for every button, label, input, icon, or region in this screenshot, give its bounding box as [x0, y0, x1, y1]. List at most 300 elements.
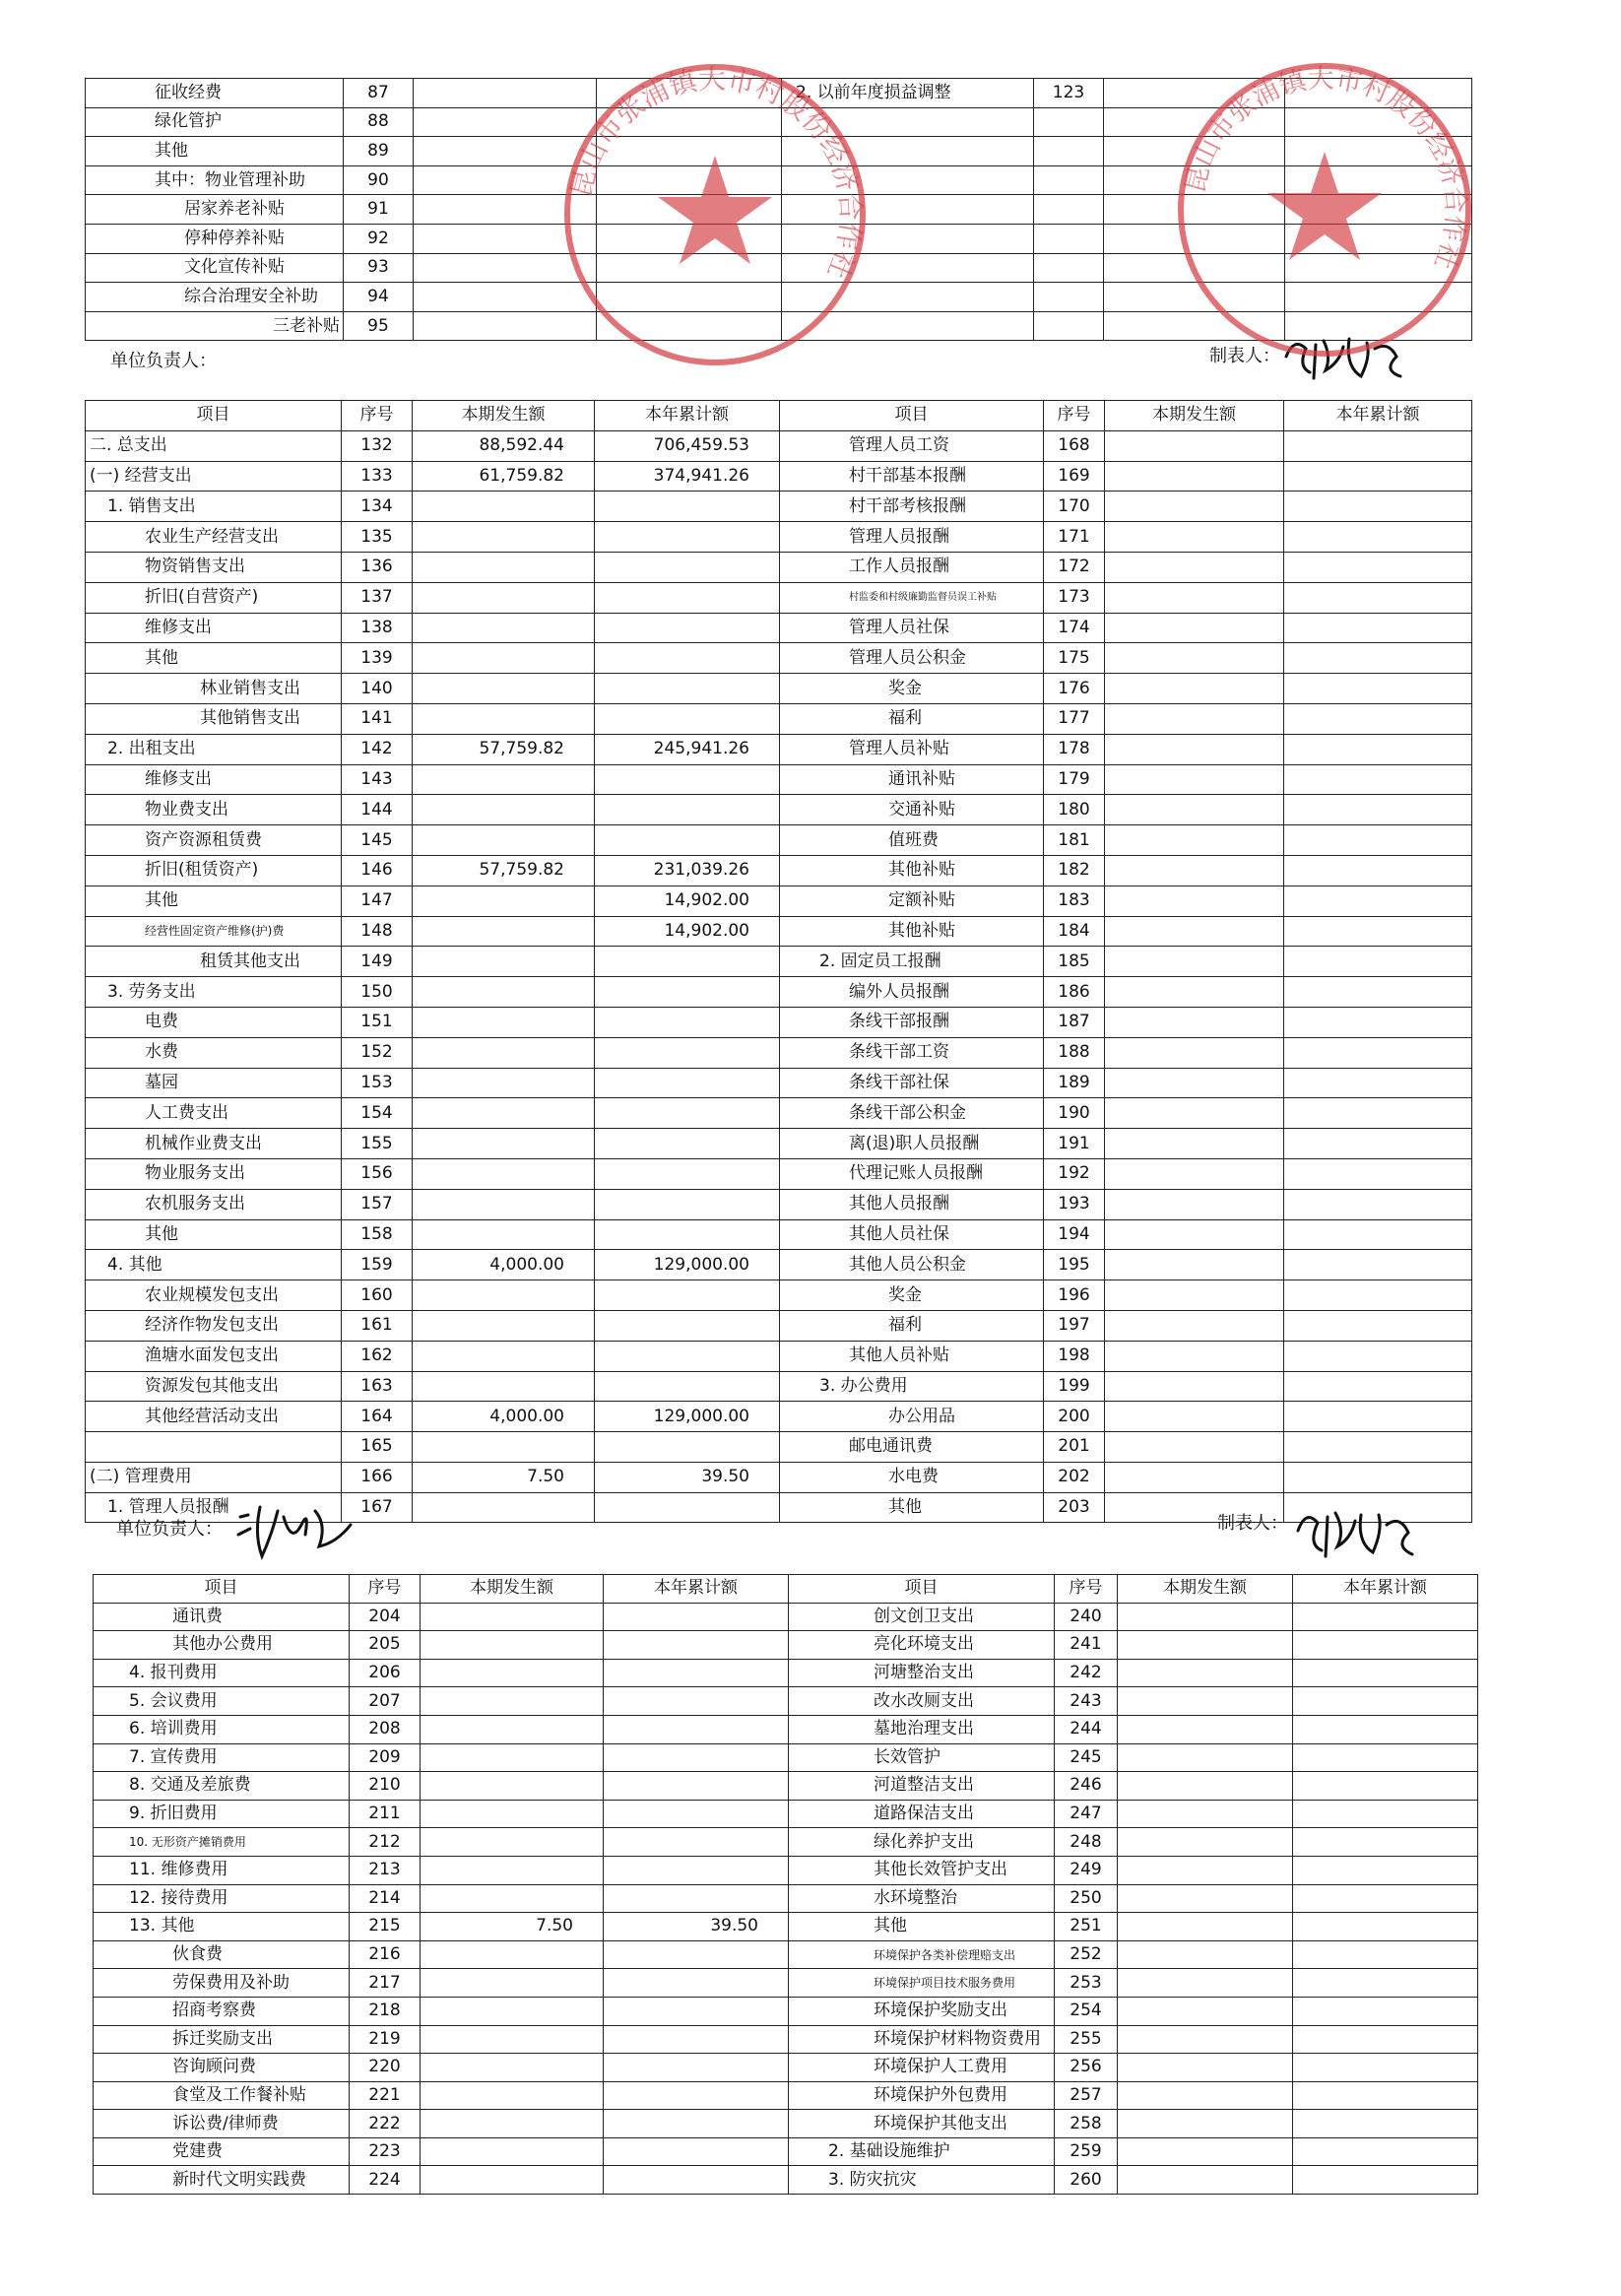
table-row — [86, 1341, 1472, 1371]
row-current-right — [1105, 1280, 1284, 1311]
row-cumulative: 39.50 — [604, 1913, 789, 1941]
table-row — [94, 1940, 1478, 1969]
row-current — [421, 1884, 604, 1913]
row-item-label-right: 管理人员社保 — [780, 613, 1044, 643]
row-cumulative-right — [1285, 224, 1472, 253]
row-item-label-right: 道路保洁支出 — [789, 1800, 1055, 1828]
row-cumulative — [604, 1856, 789, 1884]
row-cumulative-right — [1285, 79, 1472, 108]
row-cumulative — [595, 1098, 780, 1129]
row-seq: 89 — [344, 137, 414, 166]
row-current-right — [1118, 1884, 1293, 1913]
row-cumulative-right — [1285, 107, 1472, 137]
table-row — [86, 1462, 1472, 1492]
row-item-label: 绿化管护 — [86, 107, 344, 137]
row-current-right — [1104, 195, 1285, 225]
row-cumulative — [595, 1310, 780, 1341]
row-current — [421, 2054, 604, 2082]
table-row — [86, 1310, 1472, 1341]
row-cumulative-right — [1293, 1659, 1478, 1687]
row-current — [421, 2110, 604, 2138]
row-current — [413, 1037, 595, 1068]
row-current — [413, 916, 595, 947]
col-header-current: 本期发生额 — [413, 401, 595, 431]
row-cumulative — [604, 1603, 789, 1631]
row-cumulative-right — [1293, 2110, 1478, 2138]
row-seq-right: 193 — [1044, 1189, 1105, 1219]
row-item-label-right — [782, 107, 1034, 137]
row-item-label-right: 条线干部工资 — [780, 1037, 1044, 1068]
col-header-current: 本期发生额 — [421, 1575, 604, 1604]
row-current — [421, 1715, 604, 1743]
row-item-label: 1. 销售支出 — [86, 492, 342, 522]
row-cumulative-right — [1284, 643, 1472, 674]
row-item-label: 电费 — [86, 1007, 342, 1037]
table-row — [94, 1687, 1478, 1716]
row-cumulative-right — [1284, 1189, 1472, 1219]
row-cumulative — [595, 1129, 780, 1159]
row-item-label-right: 管理人员报酬 — [780, 522, 1044, 553]
row-current-right — [1118, 1603, 1293, 1631]
row-seq: 91 — [344, 195, 414, 225]
row-cumulative: 245,941.26 — [595, 734, 780, 764]
row-current — [413, 613, 595, 643]
col-header-cumulative: 本年累计额 — [604, 1575, 789, 1604]
table-row — [86, 1158, 1472, 1189]
row-current-right — [1104, 137, 1285, 166]
row-seq-right: 179 — [1044, 764, 1105, 795]
col-header-cumulative: 本年累计额 — [1293, 1575, 1478, 1604]
row-seq-right: 173 — [1044, 582, 1105, 613]
row-item-label: 7. 宣传费用 — [94, 1743, 350, 1772]
row-item-label: 其他办公费用 — [94, 1631, 350, 1660]
table-row — [94, 1772, 1478, 1801]
row-seq: 140 — [342, 674, 413, 704]
row-current — [413, 643, 595, 674]
row-seq-right: 253 — [1055, 1969, 1118, 1998]
row-seq: 138 — [342, 613, 413, 643]
row-seq: 217 — [350, 1969, 421, 1998]
row-item-label: 2. 出租支出 — [86, 734, 342, 764]
row-cumulative-right — [1284, 764, 1472, 795]
row-item-label: 租赁其他支出 — [86, 947, 342, 977]
row-seq: 145 — [342, 825, 413, 856]
row-item-label-right: 村干部基本报酬 — [780, 461, 1044, 492]
row-cumulative: 39.50 — [595, 1462, 780, 1492]
table-row — [86, 1189, 1472, 1219]
row-item-label-right: 通讯补贴 — [780, 764, 1044, 795]
table-row — [94, 2054, 1478, 2082]
table-row — [94, 1828, 1478, 1857]
row-seq-right: 240 — [1055, 1603, 1118, 1631]
row-seq: 211 — [350, 1800, 421, 1828]
row-seq: 87 — [344, 79, 414, 108]
row-item-label-right: 绿化养护支出 — [789, 1828, 1055, 1857]
col-header-seq: 序号 — [1044, 401, 1105, 431]
table-row — [86, 674, 1472, 704]
row-item-label-right: 2. 基础设施维护 — [789, 2137, 1055, 2166]
row-current — [413, 1007, 595, 1037]
table-row — [86, 947, 1472, 977]
row-current — [421, 1772, 604, 1801]
row-cumulative — [595, 1432, 780, 1463]
row-item-label: 13. 其他 — [94, 1913, 350, 1941]
row-item-label-right: 代理记账人员报酬 — [780, 1158, 1044, 1189]
row-cumulative — [595, 947, 780, 977]
row-cumulative — [595, 1371, 780, 1402]
row-current-right — [1118, 2081, 1293, 2110]
row-item-label-right: 其他长效管护支出 — [789, 1856, 1055, 1884]
table-row — [86, 311, 1472, 341]
row-item-label-right — [782, 253, 1034, 283]
table-row — [94, 1800, 1478, 1828]
row-current-right — [1118, 1715, 1293, 1743]
table-row — [94, 1659, 1478, 1687]
row-item-label-right: 创文创卫支出 — [789, 1603, 1055, 1631]
table-row — [86, 1037, 1472, 1068]
row-cumulative — [604, 1743, 789, 1772]
row-current-right — [1118, 1940, 1293, 1969]
col-header-seq: 序号 — [342, 401, 413, 431]
row-item-label: 其他 — [86, 643, 342, 674]
row-seq: 133 — [342, 461, 413, 492]
row-seq: 219 — [350, 2025, 421, 2054]
row-current — [414, 311, 597, 341]
row-item-label-right: 环境保护其他支出 — [789, 2110, 1055, 2138]
row-item-label-right: 其他人员报酬 — [780, 1189, 1044, 1219]
row-seq: 206 — [350, 1659, 421, 1687]
row-seq-right: 180 — [1044, 795, 1105, 825]
row-seq: 209 — [350, 1743, 421, 1772]
row-current-right — [1104, 253, 1285, 283]
row-item-label-right: 3. 防灾抗灾 — [789, 2166, 1055, 2195]
row-cumulative-right — [1293, 1884, 1478, 1913]
row-current — [421, 1603, 604, 1631]
col-header-item: 项目 — [86, 401, 342, 431]
row-current-right — [1118, 1997, 1293, 2025]
section1-unit-head-label: 单位负责人： — [110, 351, 217, 371]
row-item-label: 停种停养补贴 — [86, 224, 344, 253]
row-item-label-right: 水环境整治 — [789, 1884, 1055, 1913]
row-seq: 221 — [350, 2081, 421, 2110]
row-current-right — [1105, 947, 1284, 977]
row-current-right — [1104, 107, 1285, 137]
row-current — [413, 1098, 595, 1129]
row-seq: 135 — [342, 522, 413, 553]
row-cumulative-right — [1284, 613, 1472, 643]
row-seq: 213 — [350, 1856, 421, 1884]
row-current-right — [1104, 283, 1285, 312]
row-item-label-right: 村干部考核报酬 — [780, 492, 1044, 522]
row-item-label-right: 办公用品 — [780, 1402, 1044, 1432]
table-row — [86, 916, 1472, 947]
row-seq-right: 254 — [1055, 1997, 1118, 2025]
row-item-label: 资产资源租赁费 — [86, 825, 342, 856]
row-current — [421, 2081, 604, 2110]
row-cumulative: 129,000.00 — [595, 1402, 780, 1432]
row-cumulative-right — [1284, 461, 1472, 492]
row-cumulative — [604, 1969, 789, 1998]
row-current — [414, 224, 597, 253]
row-cumulative — [604, 1631, 789, 1660]
row-seq-right: 247 — [1055, 1800, 1118, 1828]
row-seq: 94 — [344, 283, 414, 312]
row-seq-right: 192 — [1044, 1158, 1105, 1189]
row-seq: 143 — [342, 764, 413, 795]
row-item-label: 其他销售支出 — [86, 703, 342, 734]
row-current-right — [1105, 643, 1284, 674]
row-seq: 222 — [350, 2110, 421, 2138]
row-seq: 88 — [344, 107, 414, 137]
row-current-right — [1105, 1371, 1284, 1402]
col-header-item: 项目 — [789, 1575, 1055, 1604]
row-seq-right: 185 — [1044, 947, 1105, 977]
row-seq-right — [1034, 253, 1104, 283]
table-row — [94, 1603, 1478, 1631]
row-cumulative-right — [1293, 1772, 1478, 1801]
row-current-right — [1104, 165, 1285, 195]
row-cumulative: 706,459.53 — [595, 430, 780, 461]
row-item-label: 文化宣传补贴 — [86, 253, 344, 283]
col-header-seq: 序号 — [350, 1575, 421, 1604]
row-seq-right: 172 — [1044, 552, 1105, 582]
row-item-label: 物资销售支出 — [86, 552, 342, 582]
row-item-label-right: 福利 — [780, 703, 1044, 734]
row-seq-right — [1034, 107, 1104, 137]
row-current — [413, 886, 595, 916]
row-current-right — [1105, 795, 1284, 825]
row-cumulative — [604, 2054, 789, 2082]
row-item-label: 5. 会议费用 — [94, 1687, 350, 1716]
row-item-label: (二) 管理费用 — [86, 1462, 342, 1492]
row-item-label-right: 水电费 — [780, 1462, 1044, 1492]
row-cumulative — [597, 253, 782, 283]
row-item-label-right: 管理人员补贴 — [780, 734, 1044, 764]
table-row — [94, 2081, 1478, 2110]
row-cumulative — [595, 977, 780, 1008]
row-seq-right: 169 — [1044, 461, 1105, 492]
row-seq-right: 203 — [1044, 1492, 1105, 1523]
row-current-right — [1105, 522, 1284, 553]
row-seq-right: 260 — [1055, 2166, 1118, 2195]
row-current-right — [1105, 734, 1284, 764]
row-cumulative-right — [1293, 1997, 1478, 2025]
row-cumulative — [604, 1997, 789, 2025]
table-row — [94, 2137, 1478, 2166]
table-row — [86, 253, 1472, 283]
row-cumulative — [604, 1800, 789, 1828]
row-current: 7.50 — [421, 1913, 604, 1941]
table-row — [86, 643, 1472, 674]
table-row — [94, 2166, 1478, 2195]
row-seq: 141 — [342, 703, 413, 734]
row-cumulative — [604, 2025, 789, 2054]
row-item-label-right: 条线干部社保 — [780, 1068, 1044, 1098]
row-seq: 146 — [342, 855, 413, 886]
row-cumulative-right — [1284, 825, 1472, 856]
row-item-label-right: 3. 办公费用 — [780, 1371, 1044, 1402]
row-item-label-right: 环境保护材料物资费用 — [789, 2025, 1055, 2054]
row-current — [421, 1631, 604, 1660]
row-cumulative — [595, 764, 780, 795]
row-item-label-right — [782, 165, 1034, 195]
row-seq: 214 — [350, 1884, 421, 1913]
row-cumulative-right — [1284, 1037, 1472, 1068]
row-seq-right: 194 — [1044, 1219, 1105, 1250]
row-item-label — [86, 1432, 342, 1463]
row-item-label: 4. 其他 — [86, 1250, 342, 1280]
row-current-right — [1104, 79, 1285, 108]
row-item-label: 水费 — [86, 1037, 342, 1068]
table-row — [94, 1743, 1478, 1772]
row-cumulative-right — [1284, 1068, 1472, 1098]
row-seq: 216 — [350, 1940, 421, 1969]
row-seq: 158 — [342, 1219, 413, 1250]
row-cumulative-right — [1293, 2025, 1478, 2054]
row-cumulative — [595, 582, 780, 613]
row-current — [414, 283, 597, 312]
row-item-label: 其他 — [86, 137, 344, 166]
row-current — [413, 552, 595, 582]
row-current-right — [1105, 1310, 1284, 1341]
row-current: 57,759.82 — [413, 734, 595, 764]
row-cumulative-right — [1293, 1940, 1478, 1969]
row-current — [414, 253, 597, 283]
row-item-label: 招商考察费 — [94, 1997, 350, 2025]
row-item-label-right: 环境保护奖励支出 — [789, 1997, 1055, 2025]
row-seq-right: 255 — [1055, 2025, 1118, 2054]
table-row — [86, 1007, 1472, 1037]
row-item-label: 其他经营活动支出 — [86, 1402, 342, 1432]
row-seq: 220 — [350, 2054, 421, 2082]
row-seq-right — [1034, 165, 1104, 195]
row-current — [421, 1800, 604, 1828]
row-item-label-right: 环境保护各类补偿理赔支出 — [789, 1940, 1055, 1969]
table-row — [94, 1715, 1478, 1743]
table-row — [86, 552, 1472, 582]
row-seq-right: 178 — [1044, 734, 1105, 764]
preparer-signature-1 — [1280, 327, 1408, 388]
row-current — [421, 2025, 604, 2054]
row-seq: 205 — [350, 1631, 421, 1660]
row-cumulative — [595, 522, 780, 553]
row-item-label-right: 其他 — [780, 1492, 1044, 1523]
row-current — [421, 1969, 604, 1998]
row-seq-right: 175 — [1044, 643, 1105, 674]
svg-text:昆山市张浦镇大市村股份经济合作社: 昆山市张浦镇大市村股份经济合作社 — [1179, 63, 1471, 274]
row-item-label-right: 交通补贴 — [780, 795, 1044, 825]
row-seq-right: 199 — [1044, 1371, 1105, 1402]
row-seq: 210 — [350, 1772, 421, 1801]
row-seq-right: 174 — [1044, 613, 1105, 643]
row-item-label: 通讯费 — [94, 1603, 350, 1631]
row-current-right — [1118, 1800, 1293, 1828]
row-cumulative-right — [1284, 916, 1472, 947]
row-cumulative-right — [1293, 1687, 1478, 1716]
row-current-right — [1105, 674, 1284, 704]
row-seq: 139 — [342, 643, 413, 674]
row-seq: 160 — [342, 1280, 413, 1311]
row-current-right — [1105, 461, 1284, 492]
row-item-label: 党建费 — [94, 2137, 350, 2166]
row-current — [421, 1997, 604, 2025]
col-header-current: 本期发生额 — [1118, 1575, 1293, 1604]
row-seq-right: 252 — [1055, 1940, 1118, 1969]
row-seq: 155 — [342, 1129, 413, 1159]
row-item-label: 10. 无形资产摊销费用 — [94, 1828, 350, 1857]
row-cumulative-right — [1284, 1462, 1472, 1492]
row-current — [421, 1659, 604, 1687]
row-cumulative-right — [1284, 795, 1472, 825]
row-item-label-right: 亮化环境支出 — [789, 1631, 1055, 1660]
row-seq: 212 — [350, 1828, 421, 1857]
row-seq-right: 245 — [1055, 1743, 1118, 1772]
row-item-label: 农业规模发包支出 — [86, 1280, 342, 1311]
row-seq: 166 — [342, 1462, 413, 1492]
row-current-right — [1105, 552, 1284, 582]
row-seq-right: 183 — [1044, 886, 1105, 916]
row-cumulative-right — [1293, 1715, 1478, 1743]
table-row — [94, 1969, 1478, 1998]
row-item-label: 诉讼费/律师费 — [94, 2110, 350, 2138]
table-row — [86, 1432, 1472, 1463]
row-seq-right: 248 — [1055, 1828, 1118, 1857]
row-seq: 154 — [342, 1098, 413, 1129]
row-current-right — [1105, 1462, 1284, 1492]
row-seq-right — [1034, 283, 1104, 312]
row-cumulative — [595, 492, 780, 522]
row-seq-right: 171 — [1044, 522, 1105, 553]
row-item-label: 人工费支出 — [86, 1098, 342, 1129]
row-current: 57,759.82 — [413, 855, 595, 886]
row-seq-right: 188 — [1044, 1037, 1105, 1068]
row-cumulative-right — [1284, 1158, 1472, 1189]
row-seq: 215 — [350, 1913, 421, 1941]
table-row — [86, 195, 1472, 225]
table-row — [86, 492, 1472, 522]
row-item-label: 劳保费用及补助 — [94, 1969, 350, 1998]
row-item-label: 4. 报刊费用 — [94, 1659, 350, 1687]
row-item-label: 咨询顾问费 — [94, 2054, 350, 2082]
col-header-current: 本期发生额 — [1105, 401, 1284, 431]
row-cumulative-right — [1293, 1631, 1478, 1660]
table-row — [86, 1402, 1472, 1432]
row-seq: 208 — [350, 1715, 421, 1743]
row-current-right — [1105, 1341, 1284, 1371]
row-current-right — [1118, 2025, 1293, 2054]
row-current — [413, 1492, 595, 1523]
row-item-label-right: 墓地治理支出 — [789, 1715, 1055, 1743]
row-item-label-right: 环境保护项目技术服务费用 — [789, 1969, 1055, 1998]
row-cumulative-right — [1284, 977, 1472, 1008]
row-seq: 152 — [342, 1037, 413, 1068]
table-row — [86, 582, 1472, 613]
row-current-right — [1118, 2054, 1293, 2082]
row-current-right — [1105, 1219, 1284, 1250]
row-seq-right: 249 — [1055, 1856, 1118, 1884]
row-item-label-right: 其他 — [789, 1913, 1055, 1941]
row-item-label-right: 环境保护外包费用 — [789, 2081, 1055, 2110]
row-seq-right: 251 — [1055, 1913, 1118, 1941]
row-current-right — [1105, 977, 1284, 1008]
row-current — [421, 1856, 604, 1884]
row-current-right — [1105, 1098, 1284, 1129]
table-row — [86, 137, 1472, 166]
row-current-right — [1105, 1068, 1284, 1098]
table-row — [86, 734, 1472, 764]
row-item-label: 机械作业费支出 — [86, 1129, 342, 1159]
row-item-label-right: 条线干部报酬 — [780, 1007, 1044, 1037]
